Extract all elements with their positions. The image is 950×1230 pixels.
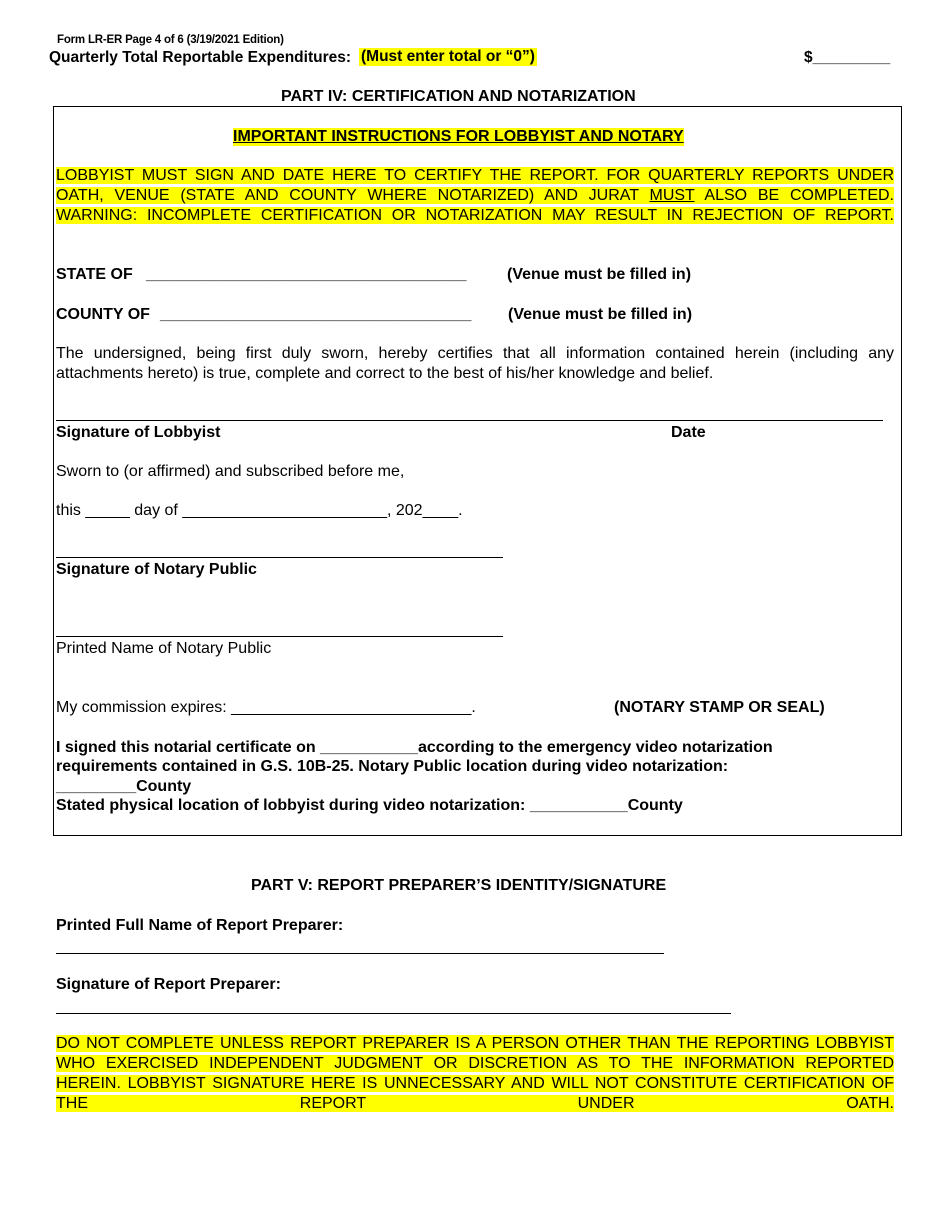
sworn-statement: Sworn to (or affirmed) and subscribed before me,: [56, 463, 405, 480]
commission-expires-field[interactable]: My commission expires: ___________________________.: [56, 699, 476, 716]
sworn-date-field[interactable]: this _____ day of _______________________, 202____.: [56, 502, 463, 519]
preparer-signature-label: Signature of Report Preparer:: [56, 976, 281, 993]
notary-signature-label: Signature of Notary Public: [56, 561, 257, 578]
quarterly-expenditures-label: Quarterly Total Reportable Expenditures:: [49, 49, 352, 66]
county-venue-note: (Venue must be filled in): [508, 306, 693, 323]
instructions-paragraph: LOBBYIST MUST SIGN AND DATE HERE TO CERTIFY THE REPORT. FOR QUARTERLY REPORTS UNDER OATH, VENUE (STATE AND COUNTY WHERE NOTARIZED) AND JURAT MUST ALSO BE COMPLETED. WARNING: INCOMPLETE CERTIFICATION OR NOTARIZATION MAY RESULT IN REJECTION OF REPORT.: [56, 167, 895, 224]
video-notarization-line-2: requirements contained in G.S. 10B-25. Notary Public location during video notarization:: [56, 758, 729, 775]
lobbyist-signature-line[interactable]: [56, 420, 883, 421]
notary-location-county-field[interactable]: _________County: [56, 778, 192, 795]
notary-printed-name-label: Printed Name of Notary Public: [56, 640, 272, 657]
video-notarization-line-1: I signed this notarial certificate on ___________according to the emergency video notarization: [56, 739, 773, 756]
notary-printed-name-line[interactable]: [56, 636, 503, 637]
county-field[interactable]: ___________________________________: [160, 306, 472, 323]
preparer-name-line[interactable]: [56, 953, 664, 954]
quarterly-expenditures-amount-field[interactable]: $_________: [804, 49, 891, 66]
lobbyist-location-county-field[interactable]: Stated physical location of lobbyist during video notarization: ___________County: [56, 797, 683, 814]
form-identifier: Form LR-ER Page 4 of 6 (3/19/2021 Edition): [57, 34, 284, 46]
county-label: COUNTY OF: [56, 306, 150, 323]
part-iv-title: PART IV: CERTIFICATION AND NOTARIZATION: [281, 88, 636, 105]
notary-signature-line[interactable]: [56, 557, 503, 558]
date-label: Date: [671, 424, 706, 441]
state-field[interactable]: ____________________________________: [146, 266, 467, 283]
notary-stamp-label: (NOTARY STAMP OR SEAL): [614, 699, 825, 716]
quarterly-expenditures-note: (Must enter total or “0”): [361, 48, 535, 65]
must-emphasis: MUST: [649, 187, 695, 204]
oath-statement: The undersigned, being first duly sworn, hereby certifies that all information contained herein (including any attachments hereto) is true, complete and correct to the best of his/her knowledge and belief.: [56, 345, 894, 382]
preparer-signature-line[interactable]: [56, 1013, 731, 1014]
instructions-title: IMPORTANT INSTRUCTIONS FOR LOBBYIST AND NOTARY: [233, 128, 684, 145]
preparer-name-label: Printed Full Name of Report Preparer:: [56, 917, 344, 934]
state-venue-note: (Venue must be filled in): [507, 266, 692, 283]
lobbyist-signature-label: Signature of Lobbyist: [56, 424, 221, 441]
preparer-notice: DO NOT COMPLETE UNLESS REPORT PREPARER IS A PERSON OTHER THAN THE REPORTING LOBBYIST WHO EXERCISED INDEPENDENT JUDGMENT OR DISCRETION AS TO THE INFORMATION REPORTED HEREIN. LOBBYIST SIGNATURE HERE IS UNNECESSARY AND WILL NOT CONSTITUTE CERTIFICATION OF THE REPORT UNDER OATH.: [56, 1035, 894, 1112]
state-label: STATE OF: [56, 266, 133, 283]
part-v-title: PART V: REPORT PREPARER’S IDENTITY/SIGNATURE: [251, 877, 667, 894]
